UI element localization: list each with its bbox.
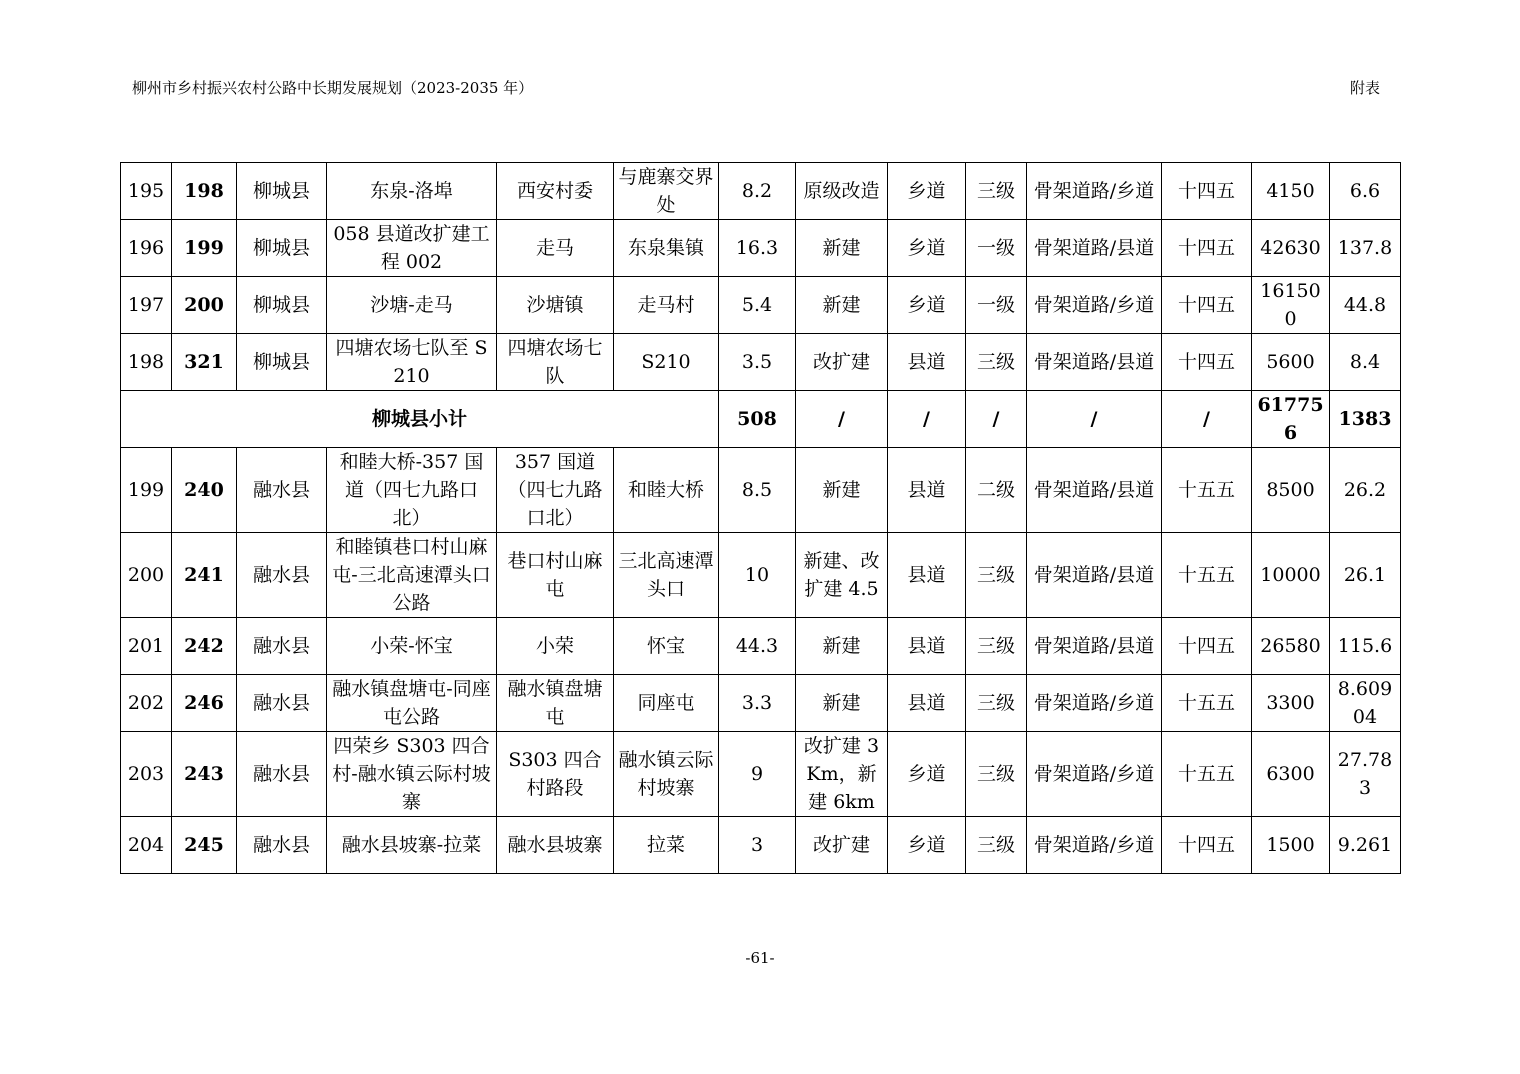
cell-project-no: 240: [172, 448, 237, 533]
cell-funds: 9.261: [1330, 817, 1401, 874]
cell-county: 融水县: [237, 533, 327, 618]
cell-investment: 8500: [1252, 448, 1330, 533]
subtotal-investment: 617756: [1252, 391, 1330, 448]
cell-project-no: 246: [172, 675, 237, 732]
cell-end-point: 融水镇云际村坡寨: [614, 732, 719, 817]
cell-project-no: 198: [172, 163, 237, 220]
cell-funds: 115.6: [1330, 618, 1401, 675]
cell-investment: 4150: [1252, 163, 1330, 220]
cell-county: 柳城县: [237, 277, 327, 334]
table-row: [121, 533, 1401, 618]
cell-end-point: 拉菜: [614, 817, 719, 874]
cell-network-type: 骨架道路/县道: [1027, 448, 1162, 533]
cell-start-point: 西安村委: [497, 163, 614, 220]
cell-construction-type: 改扩建 3Km，新建 6km: [796, 732, 888, 817]
cell-investment: 42630: [1252, 220, 1330, 277]
cell-length: 44.3: [719, 618, 796, 675]
cell-end-point: 和睦大桥: [614, 448, 719, 533]
cell-county: 融水县: [237, 618, 327, 675]
page-header-title: 柳州市乡村振兴农村公路中长期发展规划（2023-2035 年）: [132, 79, 534, 97]
cell-project-no: 199: [172, 220, 237, 277]
subtotal-row: [121, 391, 1401, 448]
cell-road-name: 融水县坡寨-拉菜: [327, 817, 497, 874]
cell-county: 柳城县: [237, 334, 327, 391]
subtotal-length: 508: [719, 391, 796, 448]
cell-period: 十五五: [1162, 448, 1252, 533]
cell-seq: 195: [121, 163, 172, 220]
cell-tech-grade: 三级: [966, 675, 1027, 732]
cell-project-no: 243: [172, 732, 237, 817]
cell-start-point: 巷口村山麻屯: [497, 533, 614, 618]
table-row: [121, 732, 1401, 817]
cell-seq: 197: [121, 277, 172, 334]
cell-road-name: 058 县道改扩建工程 002: [327, 220, 497, 277]
cell-end-point: 东泉集镇: [614, 220, 719, 277]
subtotal-funds: 1383: [1330, 391, 1401, 448]
cell-investment: 10000: [1252, 533, 1330, 618]
cell-construction-type: 新建: [796, 448, 888, 533]
cell-seq: 202: [121, 675, 172, 732]
cell-tech-grade: 一级: [966, 220, 1027, 277]
cell-length: 3: [719, 817, 796, 874]
cell-length: 3.3: [719, 675, 796, 732]
cell-admin-level: 县道: [888, 533, 966, 618]
cell-network-type: 骨架道路/县道: [1027, 618, 1162, 675]
cell-length: 8.5: [719, 448, 796, 533]
cell-admin-level: 县道: [888, 334, 966, 391]
cell-start-point: 沙塘镇: [497, 277, 614, 334]
road-plan-table: [120, 162, 1401, 874]
cell-length: 5.4: [719, 277, 796, 334]
cell-construction-type: 原级改造: [796, 163, 888, 220]
table-row: [121, 277, 1401, 334]
cell-period: 十四五: [1162, 817, 1252, 874]
subtotal-tech-grade: /: [966, 391, 1027, 448]
cell-admin-level: 乡道: [888, 817, 966, 874]
cell-road-name: 小荣-怀宝: [327, 618, 497, 675]
cell-network-type: 骨架道路/县道: [1027, 533, 1162, 618]
cell-construction-type: 新建: [796, 675, 888, 732]
cell-admin-level: 县道: [888, 448, 966, 533]
cell-funds: 26.1: [1330, 533, 1401, 618]
cell-seq: 196: [121, 220, 172, 277]
cell-network-type: 骨架道路/乡道: [1027, 732, 1162, 817]
cell-road-name: 融水镇盘塘屯-同座屯公路: [327, 675, 497, 732]
table-row: [121, 817, 1401, 874]
cell-tech-grade: 三级: [966, 618, 1027, 675]
subtotal-period: /: [1162, 391, 1252, 448]
cell-period: 十五五: [1162, 675, 1252, 732]
cell-investment: 3300: [1252, 675, 1330, 732]
page-header-appendix-label: 附表: [1350, 79, 1381, 97]
cell-tech-grade: 三级: [966, 533, 1027, 618]
cell-construction-type: 改扩建: [796, 334, 888, 391]
cell-investment: 26580: [1252, 618, 1330, 675]
cell-seq: 198: [121, 334, 172, 391]
cell-funds: 137.8: [1330, 220, 1401, 277]
cell-tech-grade: 二级: [966, 448, 1027, 533]
cell-network-type: 骨架道路/乡道: [1027, 817, 1162, 874]
cell-period: 十四五: [1162, 220, 1252, 277]
cell-construction-type: 新建: [796, 618, 888, 675]
cell-funds: 6.6: [1330, 163, 1401, 220]
cell-investment: 161500: [1252, 277, 1330, 334]
subtotal-construction-type: /: [796, 391, 888, 448]
cell-funds: 26.2: [1330, 448, 1401, 533]
cell-seq: 201: [121, 618, 172, 675]
cell-period: 十五五: [1162, 732, 1252, 817]
cell-road-name: 和睦镇巷口村山麻屯-三北高速潭头口公路: [327, 533, 497, 618]
cell-project-no: 245: [172, 817, 237, 874]
cell-construction-type: 新建: [796, 277, 888, 334]
cell-admin-level: 县道: [888, 618, 966, 675]
cell-road-name: 东泉-洛埠: [327, 163, 497, 220]
cell-project-no: 321: [172, 334, 237, 391]
cell-start-point: 四塘农场七队: [497, 334, 614, 391]
cell-length: 16.3: [719, 220, 796, 277]
cell-admin-level: 乡道: [888, 220, 966, 277]
cell-road-name: 四荣乡 S303 四合村-融水镇云际村坡寨: [327, 732, 497, 817]
cell-investment: 1500: [1252, 817, 1330, 874]
cell-county: 柳城县: [237, 163, 327, 220]
cell-county: 融水县: [237, 448, 327, 533]
cell-admin-level: 县道: [888, 675, 966, 732]
cell-network-type: 骨架道路/县道: [1027, 334, 1162, 391]
cell-tech-grade: 一级: [966, 277, 1027, 334]
table-row: [121, 448, 1401, 533]
cell-period: 十五五: [1162, 533, 1252, 618]
cell-length: 3.5: [719, 334, 796, 391]
cell-investment: 6300: [1252, 732, 1330, 817]
cell-seq: 200: [121, 533, 172, 618]
cell-start-point: 走马: [497, 220, 614, 277]
page-number: -61-: [745, 949, 775, 967]
subtotal-admin-level: /: [888, 391, 966, 448]
cell-project-no: 242: [172, 618, 237, 675]
cell-network-type: 骨架道路/乡道: [1027, 675, 1162, 732]
cell-start-point: S303 四合村路段: [497, 732, 614, 817]
cell-project-no: 200: [172, 277, 237, 334]
table-row: [121, 220, 1401, 277]
cell-tech-grade: 三级: [966, 732, 1027, 817]
cell-end-point: 与鹿寨交界处: [614, 163, 719, 220]
cell-project-no: 241: [172, 533, 237, 618]
cell-funds: 44.8: [1330, 277, 1401, 334]
cell-tech-grade: 三级: [966, 334, 1027, 391]
cell-start-point: 融水县坡寨: [497, 817, 614, 874]
cell-funds: 8.60904: [1330, 675, 1401, 732]
cell-network-type: 骨架道路/乡道: [1027, 163, 1162, 220]
table-row: [121, 163, 1401, 220]
cell-investment: 5600: [1252, 334, 1330, 391]
table-row: [121, 675, 1401, 732]
cell-county: 融水县: [237, 732, 327, 817]
cell-period: 十四五: [1162, 277, 1252, 334]
cell-tech-grade: 三级: [966, 163, 1027, 220]
cell-funds: 27.783: [1330, 732, 1401, 817]
cell-county: 融水县: [237, 817, 327, 874]
cell-period: 十四五: [1162, 163, 1252, 220]
cell-period: 十四五: [1162, 334, 1252, 391]
cell-end-point: 走马村: [614, 277, 719, 334]
cell-length: 10: [719, 533, 796, 618]
subtotal-network-type: /: [1027, 391, 1162, 448]
cell-network-type: 骨架道路/县道: [1027, 220, 1162, 277]
cell-end-point: 怀宝: [614, 618, 719, 675]
cell-road-name: 四塘农场七队至 S210: [327, 334, 497, 391]
cell-start-point: 融水镇盘塘屯: [497, 675, 614, 732]
cell-road-name: 和睦大桥-357 国道（四七九路口北）: [327, 448, 497, 533]
cell-start-point: 小荣: [497, 618, 614, 675]
cell-end-point: 同座屯: [614, 675, 719, 732]
cell-seq: 199: [121, 448, 172, 533]
cell-county: 融水县: [237, 675, 327, 732]
cell-start-point: 357 国道（四七九路口北）: [497, 448, 614, 533]
cell-admin-level: 乡道: [888, 163, 966, 220]
cell-road-name: 沙塘-走马: [327, 277, 497, 334]
cell-end-point: 三北高速潭头口: [614, 533, 719, 618]
cell-network-type: 骨架道路/乡道: [1027, 277, 1162, 334]
cell-tech-grade: 三级: [966, 817, 1027, 874]
table-row: [121, 618, 1401, 675]
cell-seq: 203: [121, 732, 172, 817]
cell-length: 9: [719, 732, 796, 817]
subtotal-label: 柳城县小计: [121, 391, 719, 448]
table-row: [121, 334, 1401, 391]
cell-construction-type: 新建、改扩建 4.5: [796, 533, 888, 618]
cell-county: 柳城县: [237, 220, 327, 277]
cell-length: 8.2: [719, 163, 796, 220]
cell-admin-level: 乡道: [888, 732, 966, 817]
cell-seq: 204: [121, 817, 172, 874]
cell-admin-level: 乡道: [888, 277, 966, 334]
cell-funds: 8.4: [1330, 334, 1401, 391]
cell-period: 十四五: [1162, 618, 1252, 675]
cell-end-point: S210: [614, 334, 719, 391]
cell-construction-type: 新建: [796, 220, 888, 277]
cell-construction-type: 改扩建: [796, 817, 888, 874]
